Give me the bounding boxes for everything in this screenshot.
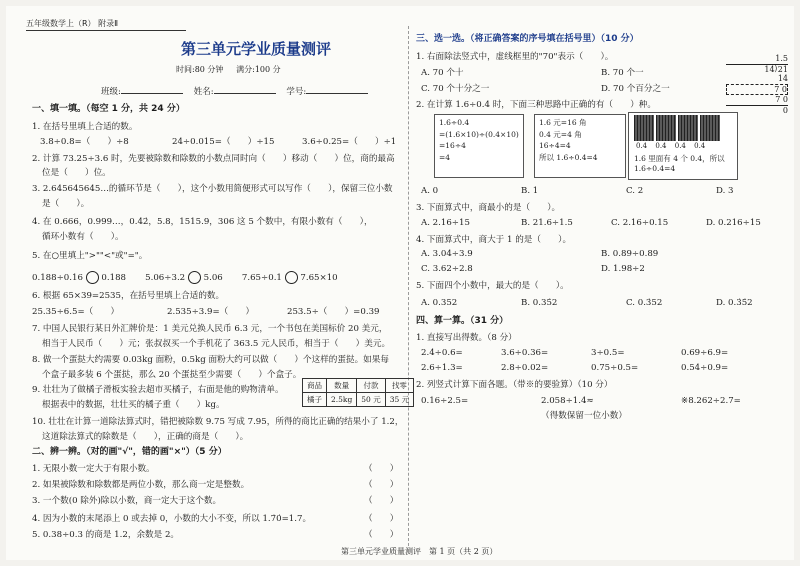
- choice-5d[interactable]: D. 0.3̇5̇2: [716, 298, 753, 308]
- q1-text: 1. 在括号里填上合适的数。: [32, 122, 138, 132]
- box-line: 1.6 元=16 角: [539, 118, 587, 127]
- answer-paren[interactable]: （ ）: [364, 530, 399, 540]
- class-label: 班级:: [101, 87, 121, 97]
- vcalc-note: （得数保留一位小数）: [541, 411, 627, 421]
- q6-text: 6. 根据 65×39=2535，在括号里填上合适的数。: [32, 291, 225, 301]
- section-2-heading: 二、辨一辨。（对的画"√"，错的画"×"）（5 分）: [32, 447, 227, 457]
- bar-label: 0.4: [636, 142, 648, 150]
- choice-4d[interactable]: D. 1.98÷2: [601, 264, 645, 274]
- choice-2: 2. 在计算 1.6÷0.4 时，下面三种思路中正确的有（ ）种。: [416, 100, 656, 110]
- q4-line1: 4. 在 0.666，0.999…，0.4̇2̇，5.8，1515.9，306 这 5 个数中，有限小数有（ ），: [32, 217, 373, 227]
- choice-5c[interactable]: C. 0.3̇52: [626, 298, 663, 308]
- choice-3a[interactable]: A. 2.16÷15: [421, 218, 470, 228]
- q2-line1: 2. 计算 73.25÷3.6 时，先要被除数和除数的小数点同时向（ ）移动（ ）位，商的最高: [32, 154, 395, 164]
- q4-line2: 循环小数有（ ）。: [42, 232, 124, 242]
- table-cell: 35 元: [385, 393, 413, 407]
- choice-2d[interactable]: D. 3: [716, 186, 734, 196]
- choice-5b[interactable]: B. 0.35̇2: [521, 298, 558, 308]
- answer-paren[interactable]: （ ）: [364, 480, 399, 490]
- q5-text: 5. 在○里填上">""<"或"="。: [32, 251, 148, 261]
- table-header: 找零: [385, 379, 413, 393]
- table-header: 商品: [303, 379, 327, 393]
- q7-line2: 相当于人民币（ ）元；张叔叔买一个手机花了 363.5 元人民币，相当于（ ）美元。: [42, 339, 391, 349]
- q1a: 3.8÷0.8=（ ）÷8: [40, 137, 129, 147]
- student-info: [101, 84, 368, 97]
- ld-step: 7 0: [775, 95, 788, 104]
- vcalc-1: 0.16÷2.5=: [421, 396, 469, 406]
- q8-line2: 个盒子最多装 6 个蛋挞，那么 20 个蛋挞至少需要（ ）个盒子。: [42, 370, 302, 380]
- long-division: [726, 54, 788, 115]
- section-1-heading: 一、填一填。（每空 1 分，共 24 分）: [32, 104, 185, 114]
- choice-3d[interactable]: D. 0.216÷15: [706, 218, 761, 228]
- section-3-text: 三、选一选。（将正确答案的序号填在括号里）（10 分）: [416, 34, 639, 44]
- q3-line1: 3. 2.645645645…的循环节是（ ），这个小数用简便形式可以写作（ ），保留三位小数: [32, 184, 393, 194]
- id-label: 学号:: [286, 87, 307, 97]
- judge-5: 5. 0.38÷0.3 的商是 1.2，余数是 2。: [32, 530, 180, 540]
- choice-5: 5. 下面四个小数中，最大的是（ ）。: [416, 281, 569, 291]
- exam-paper: [6, 6, 794, 560]
- id-field[interactable]: [306, 84, 368, 94]
- score-label: 满分:100 分: [236, 65, 281, 74]
- table-header: 数量: [327, 379, 357, 393]
- method-box-1: [434, 114, 524, 178]
- box-line: 0.4 元=4 角: [539, 129, 582, 139]
- q1c: 3.6÷0.25=（ ）÷1: [302, 137, 397, 147]
- q3-line2: 是（ ）。: [42, 199, 90, 209]
- exam-meta: [176, 64, 281, 75]
- choice-2c[interactable]: C. 2: [626, 186, 644, 196]
- q7-line1: 7. 中国人民银行某日外汇牌价是：1 美元兑换人民币 6.3 元，一个书包在美国标价 20 美元，: [32, 324, 388, 334]
- choice-3b[interactable]: B. 21.6÷1.5: [521, 218, 573, 228]
- box-line: 所以 1.6÷0.4=4: [539, 152, 598, 162]
- compare-circle[interactable]: [285, 271, 298, 284]
- table-cell: 橘子: [303, 393, 327, 407]
- section-3-heading: [416, 34, 639, 45]
- q10-line1: 10. 壮壮在计算一道除法算式时，错把被除数 9.75 写成 7.95，所得的商比正确的结果小了 1.2，: [32, 417, 404, 427]
- table-cell: 50 元: [357, 393, 385, 407]
- header-tag: 五年级数学上（R） 附录Ⅱ: [26, 18, 186, 31]
- vcalc-3: ※8.262÷2.7=: [681, 396, 741, 406]
- calc-item: 2.8÷0.02=: [501, 363, 549, 373]
- name-label: 姓名:: [193, 87, 214, 97]
- choice-1b[interactable]: B. 70 个一: [601, 68, 644, 78]
- vcalc-2: 2.058÷1.4≈: [541, 396, 594, 406]
- answer-paren[interactable]: （ ）: [364, 496, 399, 506]
- box-line: 1.6 里面有 4 个 0.4，所以: [634, 154, 725, 163]
- table-header: 付款: [357, 379, 385, 393]
- calc-item: 0.54÷0.9=: [681, 363, 729, 373]
- q8-line1: 8. 做一个蛋挞大约需要 0.03kg 面粉，0.5kg 面粉大约可以做（ ）个这样的蛋挞。如果每: [32, 355, 389, 365]
- bar-labels: [636, 142, 705, 150]
- box-line: =(1.6×10)÷(0.4×10): [439, 129, 519, 139]
- calc-item: 3÷0.5=: [591, 348, 625, 358]
- choice-2a[interactable]: A. 0: [421, 186, 439, 196]
- compare-circle[interactable]: [188, 271, 201, 284]
- answer-paren[interactable]: （ ）: [364, 514, 399, 524]
- choice-1: 1. 右面除法竖式中，虚线框里的"70"表示（ ）。: [416, 52, 614, 62]
- price-table: [302, 378, 414, 407]
- ld-step: 14: [777, 74, 788, 83]
- bar-model: [634, 115, 720, 141]
- name-field[interactable]: [214, 84, 276, 94]
- choice-1a[interactable]: A. 70 个十: [421, 68, 464, 78]
- q6c: 253.5÷（ ）=0.39: [287, 307, 380, 317]
- q5b-left: 5.06÷3.2: [145, 273, 186, 283]
- q5a-left: 0.188÷0.16: [32, 273, 83, 283]
- q10-line2: 这道除法算式的除数是（ ），正确的商是（ ）。: [42, 432, 249, 442]
- q6a: 25.35÷6.5=（ ）: [32, 307, 120, 317]
- class-field[interactable]: [121, 84, 183, 94]
- page-title: 第三单元学业质量测评: [180, 40, 331, 58]
- direct-calc-title: 1. 直接写出得数。（8 分）: [416, 333, 517, 343]
- choice-2b[interactable]: B. 1: [521, 186, 539, 196]
- box-line: =16÷4: [439, 141, 466, 150]
- table-cell: 2.5kg: [327, 393, 357, 407]
- choice-1d[interactable]: D. 70 个百分之一: [601, 84, 670, 94]
- box-line: 1.6÷0.4=4: [634, 164, 676, 173]
- ld-quotient: 1.5: [775, 54, 788, 63]
- ld-dividend: 14⟌21: [726, 64, 788, 75]
- box3-text: [634, 154, 725, 174]
- calc-item: 0.69÷6.9=: [681, 348, 729, 358]
- bar-segment: [700, 115, 720, 141]
- q9-line1: 9. 壮壮为了做橘子滑板实验去超市买橘子，右面是他的购物清单。: [32, 385, 284, 395]
- q5c-right: 7.65×10: [300, 273, 338, 283]
- calc-item: 3.6÷0.36=: [501, 348, 549, 358]
- choice-1c[interactable]: C. 70 个十分之一: [421, 84, 490, 94]
- answer-paren[interactable]: （ ）: [364, 464, 399, 474]
- column-divider: [408, 26, 409, 546]
- choice-4a[interactable]: A. 3.04÷3.9: [421, 249, 473, 259]
- choice-3c[interactable]: C. 2.16÷0.15: [611, 218, 669, 228]
- choice-4c[interactable]: C. 3.62÷2.8: [421, 264, 473, 274]
- choice-3: 3. 下面算式中，商最小的是（ ）。: [416, 203, 561, 213]
- box-line: 1.6÷0.4: [439, 118, 470, 127]
- judge-4: 4. 因为小数的末尾添上 0 或去掉 0，小数的大小不变，所以 1.7̇0̇=1.7。: [32, 514, 312, 524]
- method-box-2: [534, 114, 626, 178]
- ld-remainder: 0: [726, 105, 788, 116]
- box-line: =4: [439, 152, 451, 162]
- judge-2: 2. 如果被除数和除数都是两位小数，那么商一定是整数。: [32, 480, 250, 490]
- compare-circle[interactable]: [86, 271, 99, 284]
- choice-5a[interactable]: A. 0.352: [421, 298, 458, 308]
- bar-label: 0.4: [694, 142, 706, 150]
- ld-highlight: 7 0: [726, 84, 788, 96]
- q2-line2: 位是（ ）位。: [42, 168, 111, 178]
- bar-segment: [656, 115, 676, 141]
- q5-row: [32, 271, 338, 284]
- calc-item: 2.6÷1.3=: [421, 363, 463, 373]
- vertical-calc-title: 2. 列竖式计算下面各题。（带※的要验算）（10 分）: [416, 380, 613, 390]
- q6b: 2.535÷3.9=（ ）: [167, 307, 255, 317]
- bar-label: 0.4: [674, 142, 686, 150]
- q9-line2: 根据表中的数据，壮壮买的橘子重（ ）kg。: [42, 400, 225, 410]
- bar-segment: [678, 115, 698, 141]
- time-label: 时间:80 分钟: [176, 65, 224, 74]
- q1b: 24÷0.015=（ ）÷15: [172, 137, 275, 147]
- box-line: 16÷4=4: [539, 141, 571, 150]
- q5b-right: 5.06: [203, 273, 223, 283]
- choice-4: 4. 下面算式中，商大于 1 的是（ ）。: [416, 235, 572, 245]
- bar-segment: [634, 115, 654, 141]
- judge-3: 3. 一个数(0 除外)除以小数，商一定大于这个数。: [32, 496, 222, 506]
- bar-label: 0.4: [655, 142, 667, 150]
- section-4-heading: 四、算一算。（31 分）: [416, 316, 509, 326]
- calc-item: 0.75÷0.5=: [591, 363, 639, 373]
- q5a-right: 0.188: [101, 273, 127, 283]
- calc-item: 2.4÷0.6=: [421, 348, 463, 358]
- choice-4b[interactable]: B. 0.89÷0.89: [601, 249, 659, 259]
- q5c-left: 7.65÷0.1: [241, 273, 282, 283]
- page-footer: 第三单元学业质量测评 第 1 页（共 2 页）: [341, 547, 498, 556]
- judge-1: 1. 无限小数一定大于有限小数。: [32, 464, 155, 474]
